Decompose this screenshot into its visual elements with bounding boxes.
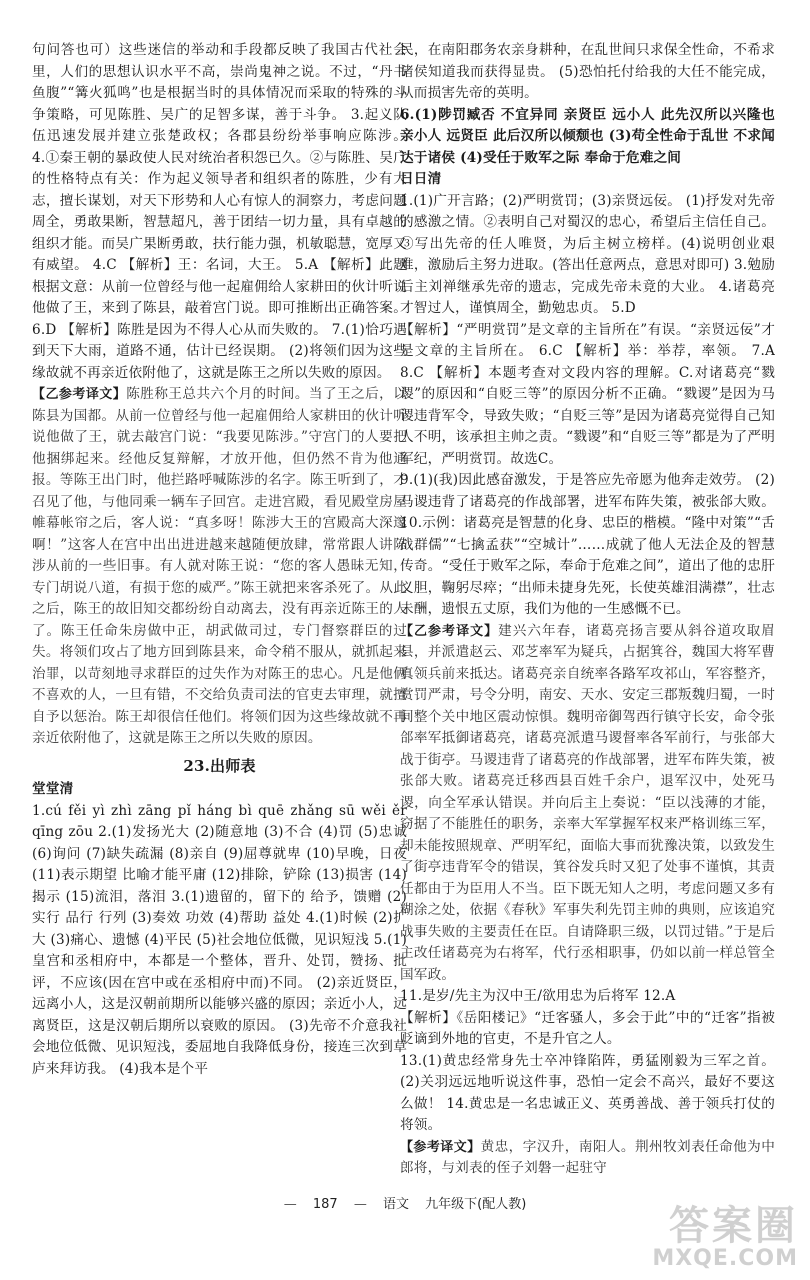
left-para-answers-22: 句问答也可）这些迷信的举动和手段都反映了我国古代社会里，人们的思想认识水平不高，崇尚鬼神之说。不过，“丹书鱼腹”“篝火狐鸣”也是根据当时的具体情况而采取的特殊的斗争策略，可见陈胜、吴广的足智多谋，善于斗争。 3.起义队伍迅速发展并建立张楚政权；各郡县纷纷举事响应陈涉。 4.①秦王朝的暴政使人民对统治者积怨已久。②与陈胜、吴广的性格特点有关：作为起义领导者和组织者的陈胜，少有大志，擅长谋划，对天下形势和人心有惊人的洞察力，考虑问题周全，勇敢果断，智慧超凡，善于团结一切力量，具有卓越的组织才能。而吴广果断勇敢，扶行能力强，机敏聪慧，宽厚又有威望。 4.C 【解析】王：名词，大王。 5.A 【解析】此题根据文意：从前一位曾经与他一起雇佣给人家耕田的伙计听说他做了王，来到了陈县，敲着宫门说。即可推断出正确答案。 6.D 【解析】陈胜是因为不得人心从而失败的。 7.(1)恰巧遇到天下大雨，道路不通，估计已经误期。 (2)将领们因为这些缘故就不再亲近依附他了，这就是陈王之所以失败的原因。 xyxy=(32,42,407,381)
watermark-logo xyxy=(652,1202,798,1271)
right-para-8: 13.(1)黄忠经常身先士卒冲锋陷阵，勇猛刚毅为三军之首。 (2)关羽远远地听说这件事，恐怕一定会不高兴，最好不要这么做！ 14.黄忠是一名忠诚正义、英勇善战、善于领兵打仗的将领。 xyxy=(400,1052,775,1133)
footer-dash-left: — xyxy=(283,1197,297,1212)
translation-heading: 【乙参考译文】 xyxy=(32,387,127,402)
translation-heading-2: 【乙参考译文】 xyxy=(400,623,499,639)
right-para-2: 6.(1)陟罚臧否 不宜异同 亲贤臣 远小人 此先汉所以兴隆也 亲小人 远贤臣 此后汉所以倾颓也 (3)苟全性命于乱世 不求闻达于诸侯 (4)受任于败军之际 奉命于危难之间 xyxy=(400,106,775,166)
left-column xyxy=(32,40,407,1080)
page-number: 187 xyxy=(312,1197,338,1212)
left-para-answers-23: 1.cú fěi yì zhì zāng pǐ háng bì quē zhǎng sū wěi ěr qīng zōu 2.(1)发扬光大 (2)随意地 (3)不合 (4)罚 (5)忠诚 (6)询问 (7)缺失疏漏 (8)亲自 (9)屈尊就卑 (10)早晚，日夜 (11)表示期望 比喻才能平庸 (12)排除，铲除 (13)损害 (14)揭示 (15)流泪，落泪 3.(1)遗留的，留下的 给予，馈赠 (2)实行 品行 行列 (3)奏效 功效 (4)帮助 益处 4.(1)时候 (2)扩大 (3)痛心、遗憾 (4)平民 (5)社会地位低微，见识短浅 5.(1)皇宫和丞相府中，本都是一个整体，晋升、处罚，赞扬、批评，不应该(因在宫中或在丞相府中而)不同。 (2)亲近贤臣，远离小人，这是汉朝前期所以能够兴盛的原因；亲近小人，远离贤臣，这是汉朝后期所以衰败的原因。 (3)先帝不介意我社会地位低微、见识短浅，委屈地自我降低身份，接连三次到草庐来拜访我。 (4)我本是个平 xyxy=(32,802,407,1077)
footer-grade: 九年级下(配人教) xyxy=(425,1197,527,1212)
translation-text-3: 黄忠，字汉升，南阳人。荆州牧刘表任命他为中郎将，与刘表的侄子刘磐一起驻守 xyxy=(400,1138,776,1176)
watermark-line2: MXQE.COM xyxy=(652,1245,798,1271)
right-para-5: 9.(1)(我)因此感奋激发，于是答应先帝愿为他奔走效劳。 (2)马谡违背了诸葛亮的作战部署，进军布阵失策，被张郃大败。 10.示例：诸葛亮是智慧的化身、忠臣的楷模。“隆中对策”“舌战群儒”“七擒孟获”“空城计”……成就了他人无法企及的智慧传奇。“受任于败军之际，奉命于危难之间”，道出了他的忠肝义胆，鞠躬尽瘁；“出师未捷身先死，长使英雄泪满襟”，壮志未酬，遗恨五丈原，我们为他的一生感慨不已。 xyxy=(400,472,775,617)
right-translation xyxy=(400,621,775,987)
right-para-1: 民，在南阳郡务农亲身耕种，在乱世间只求保全性命，不希求诸侯知道我而获得显贵。 (5)恐怕托付给我的大任不能完成，从而损害先帝的英明。 xyxy=(400,42,775,101)
section-title: 23.出师表 xyxy=(183,756,256,775)
right-para-4: 【解析】“严明赏罚”是文章的主旨所在”有误。“亲贤远佞”才是文章的主旨所在。 6.C 【解析】举：举荐，率领。 7.A 8.C 【解析】本题考查对文段内容的理解。C.对诸葛亮“戮谡”的原因和“自贬三等”的原因分析不正确。“戮谡”是因为马谡违背军令，导致失败；“自贬三等”是因为诸葛亮觉得自己知人不明，该承担主帅之责。“戮谡”和“自贬三等”都是为了严明军纪，严明赏罚。故选C。 xyxy=(400,321,775,467)
right-para-6: 11.是岁/先主为汉中王/欲用忠为后将军 12.A xyxy=(400,988,676,1004)
footer-dash-right: — xyxy=(353,1197,367,1212)
footer-subject: 语文 xyxy=(382,1197,409,1212)
section-head-ririqing: 日日清 xyxy=(400,171,442,187)
translation-text: 陈胜称王总共六个月的时间。当了王之后，以陈县为国都。从前一位曾经与他一起雇佣给人家耕田的伙计听说他做了王，就去敲宫门说：“我要见陈涉。”守宫门的人要把他捆绑起来。经他反复辩解，才放开他，但仍然不肯为他通报。等陈王出门时，他拦路呼喊陈涉的名字。陈王听到了，才召见了他，与他同乘一辆车子回宫。走进宫殿，看见殿堂房屋帷幕帐帘之后，客人说：“真多呀！陈涉大王的宫殿高大深邃啊！”这客人在宫中出出进进越来越随便放肆，常常跟人讲陈涉从前的一些旧事。有人就对陈王说：“您的客人愚昧无知，专门胡说八道，有损于您的威严。”陈王就把来客杀死了。从此之后，陈王的故旧知交都纷纷自动离去，没有再亲近陈王的人了。陈王任命朱房做中正，胡武做司过，专门督察群臣的过失。将领们攻占了地方回到陈县来，命令稍不服从，就抓起来治罪，以苛刻地寻求群臣的过失作为对陈王的忠心。凡是他俩不喜欢的人，一旦有错，不交给负责司法的官吏去审理，就擅自予以惩治。陈王却很信任他们。将领们因为这些缘故就不再亲近依附他了，这就是陈王之所以失败的原因。 xyxy=(32,386,408,746)
section-head-tangtangqing: 堂堂清 xyxy=(32,781,74,797)
right-para-3: 1.(1)广开言路；(2)严明赏罚；(3)亲贤远佞。 (1)抒发对先帝的感激之情。②表明自己对蜀汉的忠心，希望后主信任自己。③写出先帝的任人唯贤，为后主树立榜样。(4)说明创业艰难，激励后主努力进取。(答出任意两点，意思对即可) 3.勉励后主刘禅继承先帝的遗志，完成先帝未竟的大业。 4.诸葛亮才智过人，谨慎周全，勤勉忠贞。 5.D xyxy=(400,192,775,316)
right-translation-3 xyxy=(400,1137,775,1180)
translation-heading-3: 【参考译文】 xyxy=(400,1139,481,1155)
translation-text-2: 建兴六年春，诸葛亮扬言要从斜谷道攻取眉县，并派遣赵云、邓芝率军为疑兵，占据箕谷，魏国大将军曹真领兵前来抵达。诸葛亮亲自统率各路军攻祁山，军容整齐，赏罚严肃，号令分明，南安、天水、安定三郡叛魏归蜀，一时间整个关中地区震动惊惧。魏明帝御驾西行镇守长安，命令张郃率军抵御诸葛亮，诸葛亮派遣马谡督率各军前行，与张郃大战于街亭。马谡违背了诸葛亮的作战部署，进军布阵失策，被张郃大败。诸葛亮迁移西县百姓千余户，退军汉中，处死马谡，向全军承认错误。并向后主上奏说：“臣以浅薄的才能，窃据了不能胜任的职务，亲率大军掌握军权来严格训练三军，却未能按照规章、严明军纪，面临大事而犹豫决策，以致发生了街亭违背军令的错误，箕谷发兵时又犯了处事不谨慎，其责任都由于为臣用人不当。臣下既无知人之明，考虑问题又多有糊涂之处，依据《春秋》军事失利先罚主帅的典则，应该追究战事失败的主要责任在臣。自请降职三级，以罚过错。”于是后主改任诸葛亮为右将军，代行丞相职事，仍如以前一样总管全国军政。 xyxy=(400,622,775,983)
watermark-line1: 答案圈 xyxy=(669,1202,798,1249)
right-column xyxy=(400,40,775,1180)
left-translation xyxy=(32,384,407,750)
right-para-7: 【解析】《岳阳楼记》“迁客骚人，多会于此”中的“迁客”指被贬谪到外地的官吏，不是升官之人。 xyxy=(400,1009,775,1047)
